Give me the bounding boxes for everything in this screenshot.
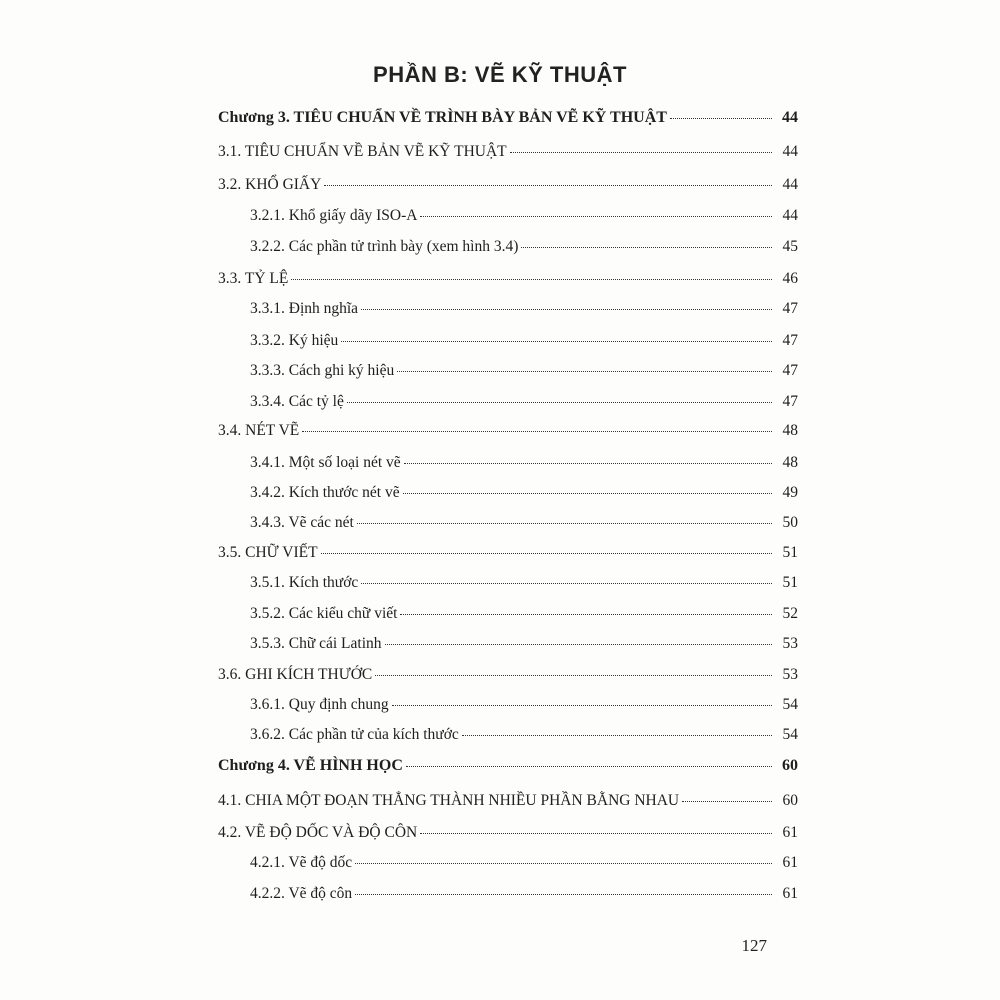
toc-entry-page: 51 <box>782 544 798 561</box>
dot-leader <box>341 341 772 342</box>
dot-leader <box>361 583 772 584</box>
toc-entry-title: 3.4.1. Một số loại nét vẽ <box>250 454 401 471</box>
toc-entry-title: 3.5.1. Kích thước <box>250 574 359 591</box>
dot-leader <box>404 463 772 464</box>
toc-entry-page: 54 <box>782 696 798 713</box>
toc-entry-title: 3.5.2. Các kiểu chữ viết <box>250 605 398 622</box>
toc-entry-title: 3.4.2. Kích thước nét vẽ <box>250 484 400 501</box>
toc-entry-title: 3.6.1. Quy định chung <box>250 696 389 713</box>
toc-entry <box>250 885 798 903</box>
dot-leader <box>302 431 772 432</box>
dot-leader <box>355 894 772 895</box>
toc-entry-title: 3.2. KHỔ GIẤY <box>218 176 322 193</box>
toc-entry-page: 44 <box>782 109 798 126</box>
toc-entry-page: 60 <box>782 757 798 774</box>
toc-entry-page: 49 <box>782 484 798 501</box>
toc-entry <box>250 238 798 256</box>
toc-entry-title: 3.5. CHỮ VIẾT <box>218 544 318 561</box>
toc-entry-title: Chương 3. TIÊU CHUẨN VỀ TRÌNH BÀY BẢN VẼ KỸ THUẬT <box>218 109 667 126</box>
part-heading: PHẦN B: VẼ KỸ THUẬT <box>373 62 627 87</box>
toc-entry-title: 4.1. CHIA MỘT ĐOẠN THẲNG THÀNH NHIỀU PHẦN BẰNG NHAU <box>218 792 680 809</box>
toc-entry-page: 44 <box>782 176 798 193</box>
toc-entry <box>218 824 798 842</box>
toc-entry-title: 3.5.3. Chữ cái Latinh <box>250 635 382 652</box>
toc-entry-page: 47 <box>782 393 798 410</box>
toc-entry-title: 4.2. VẼ ĐỘ DỐC VÀ ĐỘ CÔN <box>218 824 418 841</box>
toc-entry-page: 61 <box>782 885 798 902</box>
toc-entry-page: 46 <box>782 270 798 287</box>
toc-entry <box>218 792 798 810</box>
toc-entry-page: 53 <box>782 666 798 683</box>
dot-leader <box>324 185 772 186</box>
dot-leader <box>403 493 772 494</box>
dot-leader <box>392 705 772 706</box>
toc-entry <box>218 422 798 440</box>
toc-entry <box>250 574 798 592</box>
toc-entry-page: 47 <box>782 332 798 349</box>
toc-entry <box>250 300 798 318</box>
toc-entry-page: 47 <box>782 300 798 317</box>
toc-entry-page: 50 <box>782 514 798 531</box>
dot-leader <box>510 152 772 153</box>
dot-leader <box>670 118 772 119</box>
toc-entry <box>250 362 798 380</box>
toc-entry <box>250 696 798 714</box>
toc-entry-title: 3.2.1. Khổ giấy dãy ISO-A <box>250 207 418 224</box>
toc-entry-page: 54 <box>782 726 798 743</box>
dot-leader <box>375 675 772 676</box>
dot-leader <box>355 863 772 864</box>
toc-entry-title: 3.6.2. Các phần tử của kích thước <box>250 726 459 743</box>
toc-entry-title: 3.2.2. Các phần tử trình bày (xem hình 3.4) <box>250 238 519 255</box>
toc-entry <box>250 207 798 225</box>
toc-entry-title: 3.3.3. Cách ghi ký hiệu <box>250 362 395 379</box>
toc-entry <box>250 854 798 872</box>
toc-entry-page: 61 <box>782 854 798 871</box>
toc-entry-title: 3.1. TIÊU CHUẨN VỀ BẢN VẼ KỸ THUẬT <box>218 143 507 160</box>
toc-entry-page: 44 <box>782 207 798 224</box>
toc-entry-title: 3.4. NÉT VẼ <box>218 422 300 439</box>
toc-chapter-entry <box>218 109 798 127</box>
toc-entry-title: 4.2.1. Vẽ độ dốc <box>250 854 353 871</box>
dot-leader <box>385 644 772 645</box>
toc-entry <box>250 454 798 472</box>
dot-leader <box>682 801 772 802</box>
page-number: 127 <box>741 936 767 955</box>
toc-entry <box>218 544 798 562</box>
toc-entry-page: 47 <box>782 362 798 379</box>
toc-entry-title: 3.3.2. Ký hiệu <box>250 332 339 349</box>
toc-entry-title: 3.3.4. Các tỷ lệ <box>250 393 344 410</box>
toc-entry-page: 60 <box>782 792 798 809</box>
toc-entry <box>218 176 798 194</box>
toc-entry <box>218 666 798 684</box>
toc-entry <box>250 484 798 502</box>
toc-entry-title: 3.6. GHI KÍCH THƯỚC <box>218 666 373 683</box>
dot-leader <box>521 247 772 248</box>
toc-entry-page: 51 <box>782 574 798 591</box>
toc-entry-title: 3.3.1. Định nghĩa <box>250 300 359 317</box>
dot-leader <box>397 371 772 372</box>
toc-entry-page: 53 <box>782 635 798 652</box>
toc-entry <box>250 635 798 653</box>
dot-leader <box>420 216 772 217</box>
toc-entry-title: Chương 4. VẼ HÌNH HỌC <box>218 757 403 774</box>
toc-entry-page: 44 <box>782 143 798 160</box>
dot-leader <box>291 279 772 280</box>
toc-entry <box>250 332 798 350</box>
dot-leader <box>347 402 772 403</box>
toc-entry-page: 48 <box>782 422 798 439</box>
dot-leader <box>357 523 772 524</box>
toc-entry <box>250 393 798 411</box>
toc-entry-page: 52 <box>782 605 798 622</box>
toc-entry-page: 45 <box>782 238 798 255</box>
dot-leader <box>462 735 772 736</box>
dot-leader <box>400 614 772 615</box>
toc-entry <box>250 605 798 623</box>
toc-entry <box>218 270 798 288</box>
toc-entry-page: 61 <box>782 824 798 841</box>
toc-entry-title: 3.4.3. Vẽ các nét <box>250 514 354 531</box>
toc-chapter-entry <box>218 757 798 775</box>
dot-leader <box>361 309 772 310</box>
toc-entry <box>218 143 798 161</box>
dot-leader <box>321 553 772 554</box>
toc-entry <box>250 514 798 532</box>
toc-entry <box>250 726 798 744</box>
dot-leader <box>420 833 772 834</box>
toc-entry-title: 4.2.2. Vẽ độ côn <box>250 885 353 902</box>
toc-entry-page: 48 <box>782 454 798 471</box>
dot-leader <box>406 766 772 767</box>
toc-entry-title: 3.3. TỶ LỆ <box>218 270 289 287</box>
